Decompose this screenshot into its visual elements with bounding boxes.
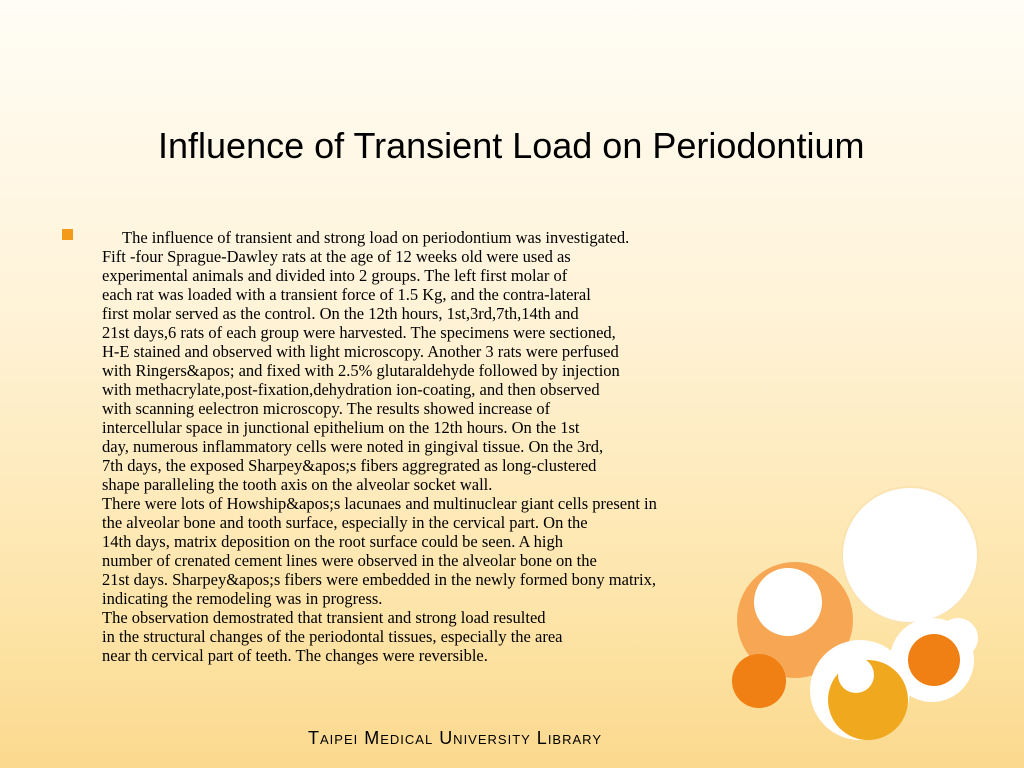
body-line: 21st days. Sharpey&apos;s fibers were embedded in the newly formed bony matrix, (102, 570, 656, 589)
white-ring-circle (890, 618, 974, 702)
footer-library-name: Taipei Medical University Library (308, 728, 602, 748)
body-line: day, numerous inflammatory cells were noted in gingival tissue. On the 3rd, (102, 437, 604, 456)
body-line: in the structural changes of the periodontal tissues, especially the area (102, 627, 563, 646)
body-line: with methacrylate,post-fixation,dehydration ion-coating, and then observed (102, 380, 600, 399)
body-line: with Ringers&apos; and fixed with 2.5% glutaraldehyde followed by injection (102, 361, 620, 380)
body-line: experimental animals and divided into 2 groups. The left first molar of (102, 266, 568, 285)
body-line: each rat was loaded with a transient force of 1.5 Kg, and the contra-lateral (102, 285, 591, 304)
dark-orange-circle-right (908, 634, 960, 686)
body-line: 21st days,6 rats of each group were harvested. The specimens were sectioned, (102, 323, 616, 342)
body-line: shape paralleling the tooth axis on the alveolar socket wall. (102, 475, 493, 494)
body-line: There were lots of Howship&apos;s lacunaes and multinuclear giant cells present in (102, 494, 657, 513)
body-line: Fift -four Sprague-Dawley rats at the age of 12 weeks old were used as (102, 247, 571, 266)
body-line: the alveolar bone and tooth surface, especially in the cervical part. On the (102, 513, 588, 532)
body-line: The observation demostrated that transient and strong load resulted (102, 608, 546, 627)
body-line: first molar served as the control. On the 12th hours, 1st,3rd,7th,14th and (102, 304, 579, 323)
body-line: 7th days, the exposed Sharpey&apos;s fibers aggregrated as long-clustered (102, 456, 597, 475)
small-white-circle-right (938, 618, 978, 658)
white-circle-bottom (810, 640, 910, 740)
body-line: near th cervical part of teeth. The changes were reversible. (102, 646, 488, 665)
body-line: intercellular space in junctional epithelium on the 12th hours. On the 1st (102, 418, 580, 437)
large-white-circle (842, 487, 978, 623)
slide-body (102, 228, 802, 665)
gold-circle-inner-white (838, 657, 874, 693)
body-line: H-E stained and observed with light microscopy. Another 3 rats were perfused (102, 342, 619, 361)
body-line: number of crenated cement lines were observed in the alveolar bone on the (102, 551, 597, 570)
body-line: with scanning eelectron microscopy. The results showed increase of (102, 399, 551, 418)
body-line: 14th days, matrix deposition on the root surface could be seen. A high (102, 532, 563, 551)
bullet-square-icon (62, 229, 73, 240)
body-line: The influence of transient and strong load on periodontium was investigated. (122, 228, 630, 247)
slide-title: Influence of Transient Load on Periodontium (158, 125, 865, 166)
gold-circle-bottom (828, 660, 908, 740)
body-line: indicating the remodeling was in progress. (102, 589, 383, 608)
